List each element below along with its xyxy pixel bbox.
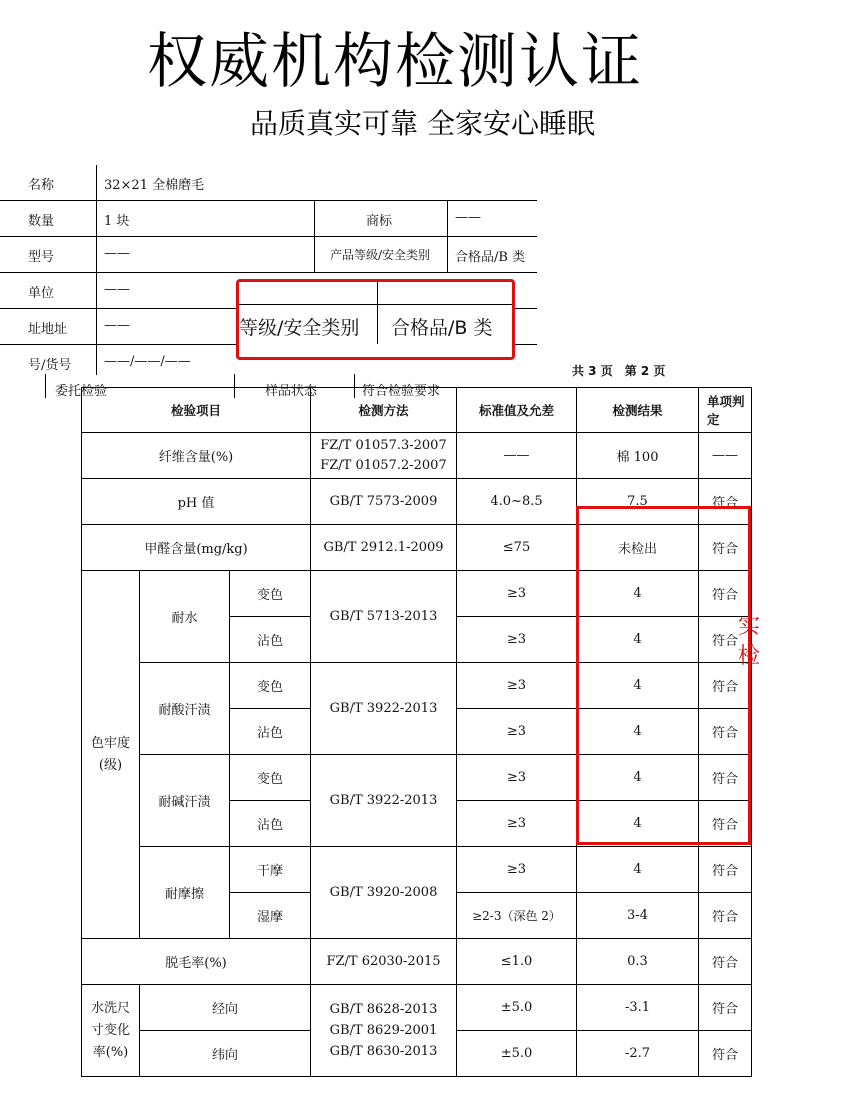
fiber-result: 棉 100 bbox=[577, 433, 699, 479]
alkali-change: 变色 bbox=[230, 755, 311, 801]
water-change: 变色 bbox=[230, 571, 311, 617]
header-result: 检测结果 bbox=[577, 388, 699, 433]
zoom-label: 等级/安全类别 bbox=[239, 317, 360, 339]
alkali-judge-stain: 符合 bbox=[699, 801, 752, 847]
water-std-change: ≥3 bbox=[457, 571, 577, 617]
info-row-name bbox=[0, 165, 537, 201]
alkali-res-change: 4 bbox=[577, 755, 699, 801]
info-row-model bbox=[0, 237, 537, 273]
rubbing-judge-dry: 符合 bbox=[699, 847, 752, 893]
pilling-std: ≤1.0 bbox=[457, 939, 577, 985]
table-row bbox=[82, 939, 752, 985]
address-value: —— bbox=[104, 318, 130, 333]
fiber-judge: —— bbox=[699, 433, 752, 479]
pilling-method: FZ/T 62030-2015 bbox=[311, 939, 457, 985]
shrink-label-3: 率(%) bbox=[92, 1044, 129, 1060]
rubbing-method: GB/T 3920-2008 bbox=[311, 847, 457, 939]
water-stain: 沾色 bbox=[230, 617, 311, 663]
alkali-std-change: ≥3 bbox=[457, 755, 577, 801]
page-subtitle: 品质真实可靠 全家安心睡眠 bbox=[250, 107, 595, 140]
alkali-std-stain: ≥3 bbox=[457, 801, 577, 847]
shrink-weft-std: ±5.0 bbox=[457, 1031, 577, 1077]
model-value: —— bbox=[104, 246, 130, 261]
alkali-name: 耐碱汗渍 bbox=[140, 755, 230, 847]
brand-label: 商标 bbox=[366, 214, 393, 229]
acid-name: 耐酸汗渍 bbox=[140, 663, 230, 755]
shrink-method-3: GB/T 8630-2013 bbox=[329, 1044, 438, 1059]
water-res-stain: 4 bbox=[577, 617, 699, 663]
brand-value: —— bbox=[455, 210, 481, 225]
fiber-std: —— bbox=[457, 433, 577, 479]
shrink-warp-judge: 符合 bbox=[699, 985, 752, 1031]
unit-label: 单位 bbox=[28, 286, 55, 301]
pilling-judge: 符合 bbox=[699, 939, 752, 985]
color-fastness-label-1: 色牢度 bbox=[90, 735, 130, 751]
acid-std-change: ≥3 bbox=[457, 663, 577, 709]
fiber-method-2: FZ/T 01057.2-2007 bbox=[320, 457, 447, 473]
header-judge: 单项判定 bbox=[699, 388, 752, 433]
lot-label: 号/货号 bbox=[28, 358, 72, 373]
color-fastness-label-2: (级) bbox=[98, 757, 123, 773]
acid-std-stain: ≥3 bbox=[457, 709, 577, 755]
formaldehyde-item: 甲醛含量(mg/kg) bbox=[82, 525, 311, 571]
shrink-method-1: GB/T 8628-2013 bbox=[329, 1002, 438, 1017]
shrink-methods bbox=[311, 985, 457, 1077]
ph-item: pH 值 bbox=[82, 479, 311, 525]
ph-judge: 符合 bbox=[699, 479, 752, 525]
pilling-result: 0.3 bbox=[577, 939, 699, 985]
shrink-label-1: 水洗尺 bbox=[90, 1000, 130, 1016]
requirement-text: 符合检验要求 bbox=[362, 384, 441, 399]
header-item: 检验项目 bbox=[82, 388, 311, 433]
qty-label: 数量 bbox=[28, 214, 55, 229]
acid-res-stain: 4 bbox=[577, 709, 699, 755]
rubbing-res-wet: 3-4 bbox=[577, 893, 699, 939]
shrink-weft-name: 纬向 bbox=[140, 1031, 311, 1077]
shrink-weft-judge: 符合 bbox=[699, 1031, 752, 1077]
water-res-change: 4 bbox=[577, 571, 699, 617]
acid-method: GB/T 3922-2013 bbox=[311, 663, 457, 755]
zoom-callout bbox=[236, 279, 515, 360]
fiber-method bbox=[311, 433, 457, 479]
lot-value: ——/——/—— bbox=[104, 354, 191, 369]
acid-change: 变色 bbox=[230, 663, 311, 709]
formaldehyde-judge: 符合 bbox=[699, 525, 752, 571]
water-name: 耐水 bbox=[140, 571, 230, 663]
table-row bbox=[82, 985, 752, 1031]
rubbing-wet: 湿摩 bbox=[230, 893, 311, 939]
ph-std: 4.0~8.5 bbox=[457, 479, 577, 525]
ph-method: GB/T 7573-2009 bbox=[311, 479, 457, 525]
water-method: GB/T 5713-2013 bbox=[311, 571, 457, 663]
alkali-res-stain: 4 bbox=[577, 801, 699, 847]
address-label: 址地址 bbox=[28, 322, 68, 337]
unit-value: —— bbox=[104, 282, 130, 297]
page-title: 权威机构检测认证 bbox=[147, 27, 643, 97]
alkali-stain: 沾色 bbox=[230, 801, 311, 847]
pilling-item: 脱毛率(%) bbox=[82, 939, 311, 985]
grade-value: 合格品/B 类 bbox=[455, 250, 526, 265]
rubbing-std-wet: ≥2-3（深色 2） bbox=[457, 893, 577, 939]
acid-res-change: 4 bbox=[577, 663, 699, 709]
page-number: 共 3 页 第 2 页 bbox=[572, 364, 666, 378]
shrink-label bbox=[82, 985, 140, 1077]
header-standard: 标准值及允差 bbox=[457, 388, 577, 433]
fiber-item: 纤维含量(%) bbox=[82, 433, 311, 479]
formaldehyde-method: GB/T 2912.1-2009 bbox=[311, 525, 457, 571]
rubbing-judge-wet: 符合 bbox=[699, 893, 752, 939]
ph-result: 7.5 bbox=[577, 479, 699, 525]
water-judge-change: 符合 bbox=[699, 571, 752, 617]
water-judge-stain: 符合 bbox=[699, 617, 752, 663]
table-header-row bbox=[82, 388, 752, 433]
highlight-box bbox=[576, 506, 751, 845]
rubbing-name: 耐摩擦 bbox=[140, 847, 230, 939]
name-label: 名称 bbox=[28, 178, 55, 193]
info-row-qty bbox=[0, 201, 537, 237]
qty-value: 1 块 bbox=[104, 214, 130, 229]
grade-label: 产品等级/安全类别 bbox=[330, 248, 431, 262]
header-method: 检测方法 bbox=[311, 388, 457, 433]
shrink-method-2: GB/T 8629-2001 bbox=[329, 1023, 438, 1038]
shrink-warp-name: 经向 bbox=[140, 985, 311, 1031]
rubbing-std-dry: ≥3 bbox=[457, 847, 577, 893]
red-annotation: 实 检 bbox=[738, 614, 783, 669]
formaldehyde-result: 未检出 bbox=[577, 525, 699, 571]
alkali-method: GB/T 3922-2013 bbox=[311, 755, 457, 847]
acid-judge-stain: 符合 bbox=[699, 709, 752, 755]
rubbing-dry: 干摩 bbox=[230, 847, 311, 893]
acid-stain: 沾色 bbox=[230, 709, 311, 755]
table-row bbox=[82, 847, 752, 893]
fiber-method-1: FZ/T 01057.3-2007 bbox=[320, 437, 447, 453]
shrink-label-2: 寸变化 bbox=[90, 1022, 130, 1038]
sample-state-text: 样品状态 bbox=[265, 384, 318, 399]
shrink-warp-std: ±5.0 bbox=[457, 985, 577, 1031]
name-value: 32×21 全棉磨毛 bbox=[104, 178, 205, 193]
water-std-stain: ≥3 bbox=[457, 617, 577, 663]
shrink-weft-result: -2.7 bbox=[577, 1031, 699, 1077]
table-row bbox=[82, 433, 752, 479]
color-fastness-label bbox=[82, 571, 140, 939]
zoom-value: 合格品/B 类 bbox=[391, 317, 493, 339]
model-label: 型号 bbox=[28, 250, 55, 265]
acid-judge-change: 符合 bbox=[699, 663, 752, 709]
shrink-warp-result: -3.1 bbox=[577, 985, 699, 1031]
rubbing-res-dry: 4 bbox=[577, 847, 699, 893]
alkali-judge-change: 符合 bbox=[699, 755, 752, 801]
entrust-text: 委托检验 bbox=[55, 384, 108, 399]
formaldehyde-std: ≤75 bbox=[457, 525, 577, 571]
